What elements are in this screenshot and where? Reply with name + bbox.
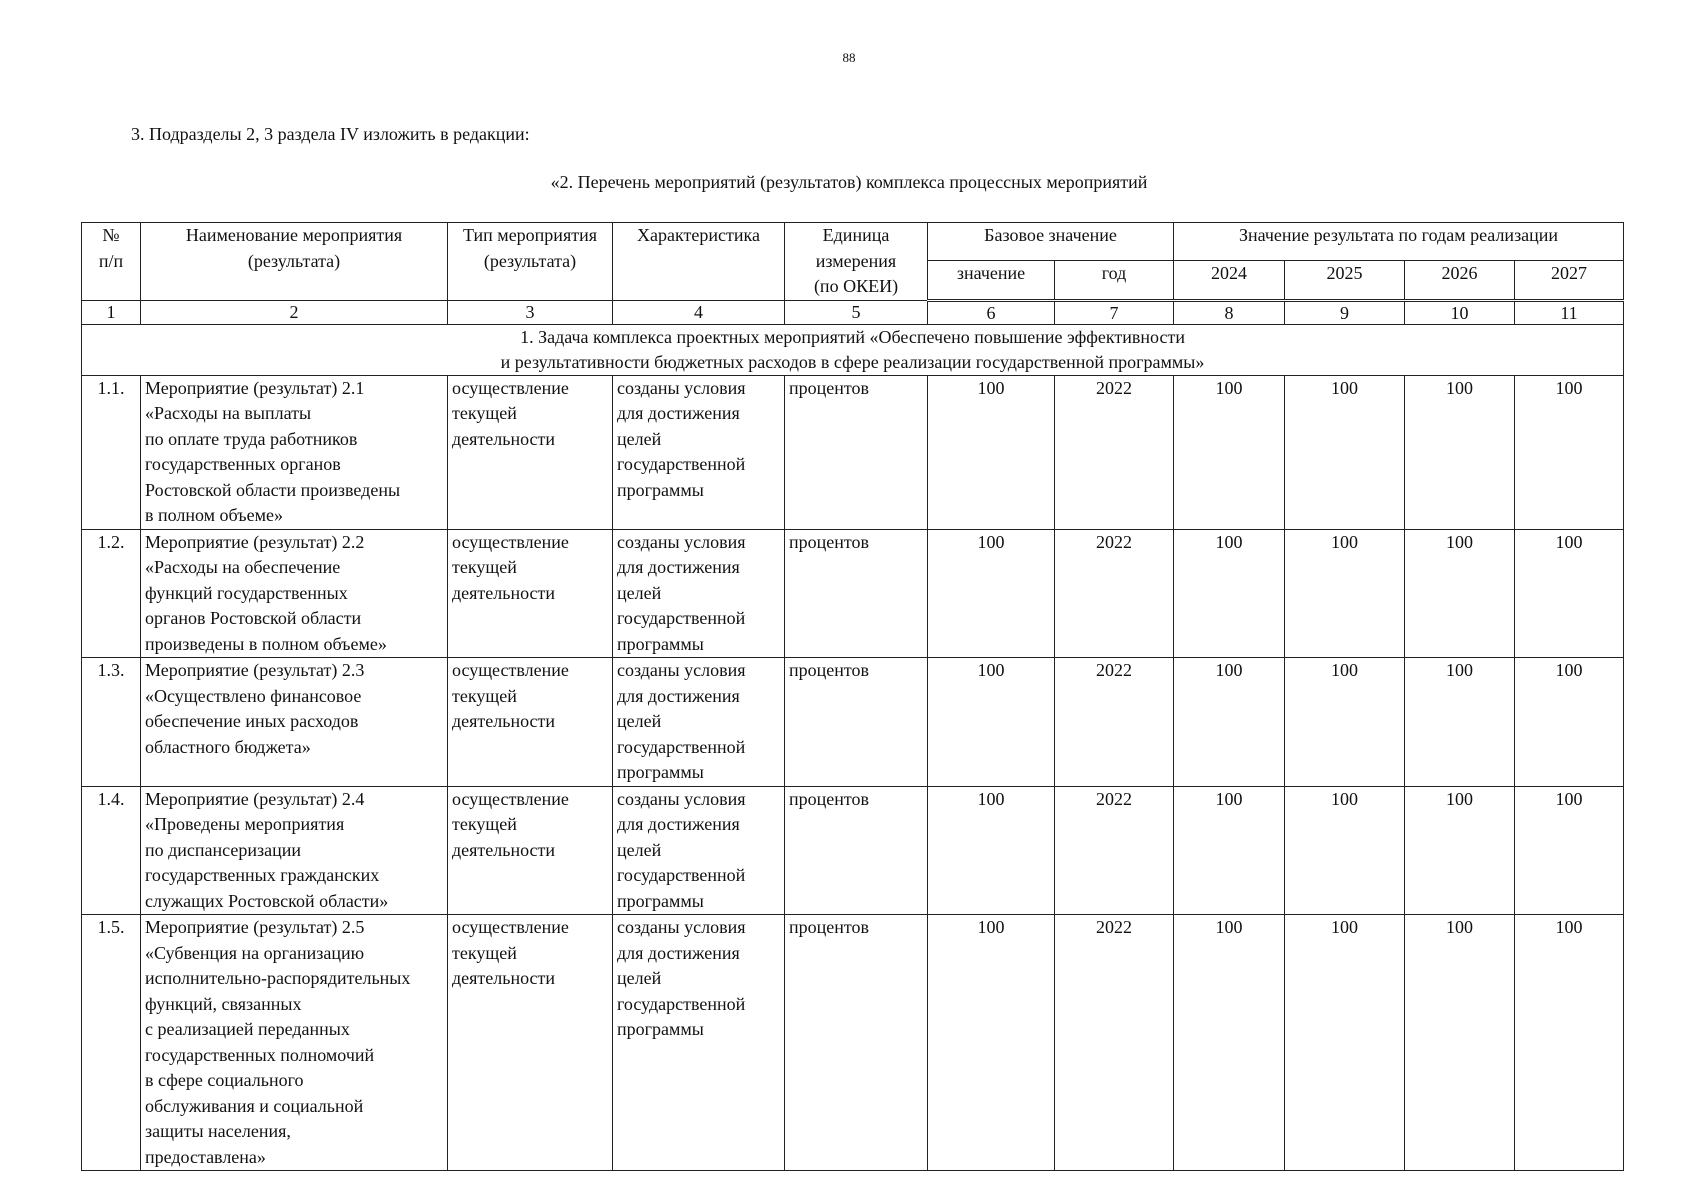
- header-type: [448, 223, 613, 301]
- header-name-line: Наименование мероприятия: [185, 225, 403, 245]
- table-body: [82, 223, 1624, 1171]
- row-year-value: 100: [1174, 375, 1285, 529]
- row-name-line: Мероприятие (результат) 2.4: [145, 788, 365, 809]
- row-characteristic-line: программы: [617, 890, 704, 911]
- row-year-value: 100: [1515, 915, 1624, 1171]
- row-base-year: 2022: [1055, 786, 1174, 915]
- row-name-line: «Расходы на обеспечение: [145, 557, 341, 577]
- row-name-line: обслуживания и социальной: [145, 1095, 364, 1116]
- table-row: [82, 786, 1624, 915]
- header-years-group: Значение результата по годам реализации: [1174, 223, 1624, 261]
- header-name: [141, 223, 448, 301]
- row-characteristic-line: государственной: [617, 993, 746, 1014]
- header-year: 2026: [1405, 261, 1515, 300]
- row-year-value: 100: [1285, 786, 1405, 915]
- task-row: [82, 324, 1624, 375]
- row-type-line: осуществление: [452, 660, 569, 680]
- table-caption: «2. Перечень мероприятий (результатов) комплекса процессных мероприятий: [550, 172, 1148, 192]
- column-number: 11: [1515, 300, 1624, 324]
- row-name-line: обеспечение иных расходов: [145, 711, 359, 731]
- row-year-value: 100: [1515, 529, 1624, 658]
- row-type: [448, 529, 613, 658]
- row-base-year: 2022: [1055, 529, 1174, 658]
- row-characteristic-line: целей: [617, 968, 662, 988]
- row-characteristic-line: целей: [617, 582, 662, 603]
- row-name-line: областного бюджета»: [145, 736, 311, 757]
- row-name: [141, 529, 448, 658]
- row-name-line: в полном объеме»: [145, 505, 283, 525]
- row-number: 1.5.: [82, 915, 141, 1171]
- header-base-value: значение: [928, 261, 1055, 300]
- row-characteristic-line: программы: [617, 1019, 704, 1039]
- row-number: 1.2.: [82, 529, 141, 658]
- row-name: [141, 375, 448, 529]
- header-type-line: Тип мероприятия: [462, 225, 597, 245]
- row-type-line: деятельности: [452, 582, 556, 603]
- header-name-line: (результата): [247, 250, 341, 271]
- row-name-line: Мероприятие (результат) 2.2: [145, 531, 365, 552]
- row-type: [448, 915, 613, 1171]
- row-number: 1.1.: [82, 375, 141, 529]
- row-year-value: 100: [1174, 658, 1285, 787]
- row-characteristic: [613, 375, 785, 529]
- row-characteristic-line: государственной: [617, 608, 746, 628]
- row-type-line: текущей: [452, 557, 517, 577]
- task-title: [82, 324, 1624, 375]
- header-type-line: (результата): [483, 250, 577, 271]
- column-number: 8: [1174, 300, 1285, 324]
- row-type-line: текущей: [452, 814, 517, 834]
- column-number: 4: [613, 300, 785, 324]
- row-unit: процентов: [785, 915, 928, 1171]
- row-name-line: по оплате труда работников: [145, 428, 358, 449]
- column-number: 3: [448, 300, 613, 324]
- row-characteristic-line: целей: [617, 839, 662, 860]
- row-name-line: «Расходы на выплаты: [145, 403, 312, 423]
- row-name-line: Ростовской области произведены: [145, 479, 401, 500]
- row-type-line: деятельности: [452, 968, 556, 988]
- row-type-line: текущей: [452, 685, 517, 706]
- row-year-value: 100: [1174, 786, 1285, 915]
- header-num: [82, 223, 141, 301]
- row-type: [448, 658, 613, 787]
- header-row: [82, 223, 1624, 261]
- column-number: 7: [1055, 300, 1174, 324]
- row-name-line: функций государственных: [145, 582, 348, 603]
- header-unit: [785, 223, 928, 301]
- row-base-value: 100: [928, 658, 1055, 787]
- row-characteristic-line: целей: [617, 711, 662, 731]
- row-unit: процентов: [785, 375, 928, 529]
- row-name-line: «Осуществлено финансовое: [145, 685, 362, 706]
- row-name-line: защиты населения,: [145, 1121, 291, 1141]
- row-year-value: 100: [1405, 375, 1515, 529]
- column-number: 1: [82, 300, 141, 324]
- row-name-line: Мероприятие (результат) 2.5: [145, 917, 365, 937]
- row-characteristic-line: программы: [617, 762, 704, 782]
- row-name: [141, 658, 448, 787]
- row-characteristic-line: для достижения: [617, 685, 740, 706]
- page-number: 88: [842, 50, 856, 65]
- row-characteristic-line: целей: [617, 428, 662, 449]
- header-unit-line: (по ОКЕИ): [813, 276, 899, 296]
- row-year-value: 100: [1405, 658, 1515, 787]
- row-year-value: 100: [1174, 915, 1285, 1171]
- row-base-year: 2022: [1055, 375, 1174, 529]
- row-name-line: по диспансеризации: [145, 839, 301, 860]
- measures-table: [81, 222, 1624, 1171]
- row-year-value: 100: [1515, 658, 1624, 787]
- row-characteristic-line: для достижения: [617, 814, 740, 834]
- row-name-line: исполнительно-распорядительных: [145, 968, 411, 988]
- row-name-line: государственных полномочий: [145, 1044, 375, 1065]
- row-year-value: 100: [1515, 786, 1624, 915]
- row-type-line: деятельности: [452, 839, 556, 860]
- row-type-line: осуществление: [452, 377, 569, 398]
- row-name-line: служащих Ростовской области»: [145, 890, 389, 911]
- row-year-value: 100: [1285, 529, 1405, 658]
- row-year-value: 100: [1174, 529, 1285, 658]
- header-characteristic: Характеристика: [613, 223, 785, 301]
- row-year-value: 100: [1405, 529, 1515, 658]
- header-base-year: год: [1055, 261, 1174, 300]
- row-characteristic: [613, 786, 785, 915]
- row-type: [448, 786, 613, 915]
- column-number: 2: [141, 300, 448, 324]
- row-type-line: текущей: [452, 403, 517, 423]
- row-type-line: деятельности: [452, 711, 556, 731]
- row-characteristic-line: созданы условия: [617, 917, 746, 937]
- row-year-value: 100: [1405, 915, 1515, 1171]
- row-name-line: в сфере социального: [145, 1070, 304, 1090]
- row-characteristic-line: государственной: [617, 454, 746, 474]
- row-characteristic-line: государственной: [617, 865, 746, 885]
- row-year-value: 100: [1515, 375, 1624, 529]
- row-name-line: государственных органов: [145, 454, 341, 474]
- row-number: 1.3.: [82, 658, 141, 787]
- row-base-value: 100: [928, 375, 1055, 529]
- row-characteristic-line: созданы условия: [617, 377, 746, 398]
- row-year-value: 100: [1285, 915, 1405, 1171]
- column-number: 9: [1285, 300, 1405, 324]
- row-name-line: с реализацией переданных: [145, 1019, 350, 1039]
- intro-paragraph: 3. Подразделы 2, 3 раздела IV изложить в редакции:: [131, 124, 530, 144]
- row-name: [141, 786, 448, 915]
- row-name-line: предоставлена»: [145, 1146, 266, 1167]
- row-base-value: 100: [928, 915, 1055, 1171]
- header-unit-line: измерения: [815, 250, 897, 271]
- header-num-line: №: [102, 225, 120, 245]
- row-year-value: 100: [1285, 658, 1405, 787]
- row-characteristic-line: программы: [617, 479, 704, 500]
- row-base-value: 100: [928, 529, 1055, 658]
- table-row: [82, 658, 1624, 787]
- row-characteristic-line: созданы условия: [617, 660, 746, 680]
- row-name-line: Мероприятие (результат) 2.3: [145, 660, 365, 680]
- column-number: 6: [928, 300, 1055, 324]
- row-number: 1.4.: [82, 786, 141, 915]
- row-characteristic-line: для достижения: [617, 557, 740, 577]
- row-name-line: «Субвенция на организацию: [145, 942, 365, 963]
- header-base-group: Базовое значение: [928, 223, 1174, 261]
- row-characteristic: [613, 658, 785, 787]
- row-name-line: органов Ростовской области: [145, 608, 362, 628]
- row-type: [448, 375, 613, 529]
- row-characteristic-line: для достижения: [617, 403, 740, 423]
- row-name-line: «Проведены мероприятия: [145, 814, 345, 834]
- row-name: [141, 915, 448, 1171]
- row-year-value: 100: [1285, 375, 1405, 529]
- header-year: 2024: [1174, 261, 1285, 300]
- header-num-line: п/п: [98, 250, 124, 271]
- row-year-value: 100: [1405, 786, 1515, 915]
- row-characteristic-line: программы: [617, 633, 704, 654]
- row-base-year: 2022: [1055, 658, 1174, 787]
- row-name-line: функций, связанных: [145, 993, 302, 1014]
- row-characteristic: [613, 529, 785, 658]
- row-characteristic-line: государственной: [617, 736, 746, 757]
- column-number: 5: [785, 300, 928, 324]
- row-name-line: государственных гражданских: [145, 865, 380, 885]
- column-number: 10: [1405, 300, 1515, 324]
- row-type-line: деятельности: [452, 428, 556, 449]
- row-type-line: текущей: [452, 942, 517, 963]
- header-year: 2027: [1515, 261, 1624, 300]
- table-row: [82, 529, 1624, 658]
- table-row: [82, 915, 1624, 1171]
- header-unit-line: Единица: [822, 225, 890, 245]
- header-year: 2025: [1285, 261, 1405, 300]
- row-unit: процентов: [785, 786, 928, 915]
- row-unit: процентов: [785, 529, 928, 658]
- table-row: [82, 375, 1624, 529]
- row-characteristic-line: созданы условия: [617, 531, 746, 552]
- row-base-year: 2022: [1055, 915, 1174, 1171]
- row-unit: процентов: [785, 658, 928, 787]
- row-characteristic-line: для достижения: [617, 942, 740, 963]
- task-title-line: 1. Задача комплекса проектных мероприятий «Обеспечено повышение эффективности: [520, 326, 1185, 347]
- row-name-line: произведены в полном объеме»: [145, 633, 387, 654]
- row-base-value: 100: [928, 786, 1055, 915]
- row-characteristic-line: созданы условия: [617, 788, 746, 809]
- column-numbers-row: [82, 300, 1624, 324]
- row-name-line: Мероприятие (результат) 2.1: [145, 377, 365, 398]
- row-type-line: осуществление: [452, 788, 569, 809]
- row-characteristic: [613, 915, 785, 1171]
- row-type-line: осуществление: [452, 531, 569, 552]
- task-title-line: и результативности бюджетных расходов в сфере реализации государственной программы»: [500, 351, 1205, 372]
- row-type-line: осуществление: [452, 917, 569, 937]
